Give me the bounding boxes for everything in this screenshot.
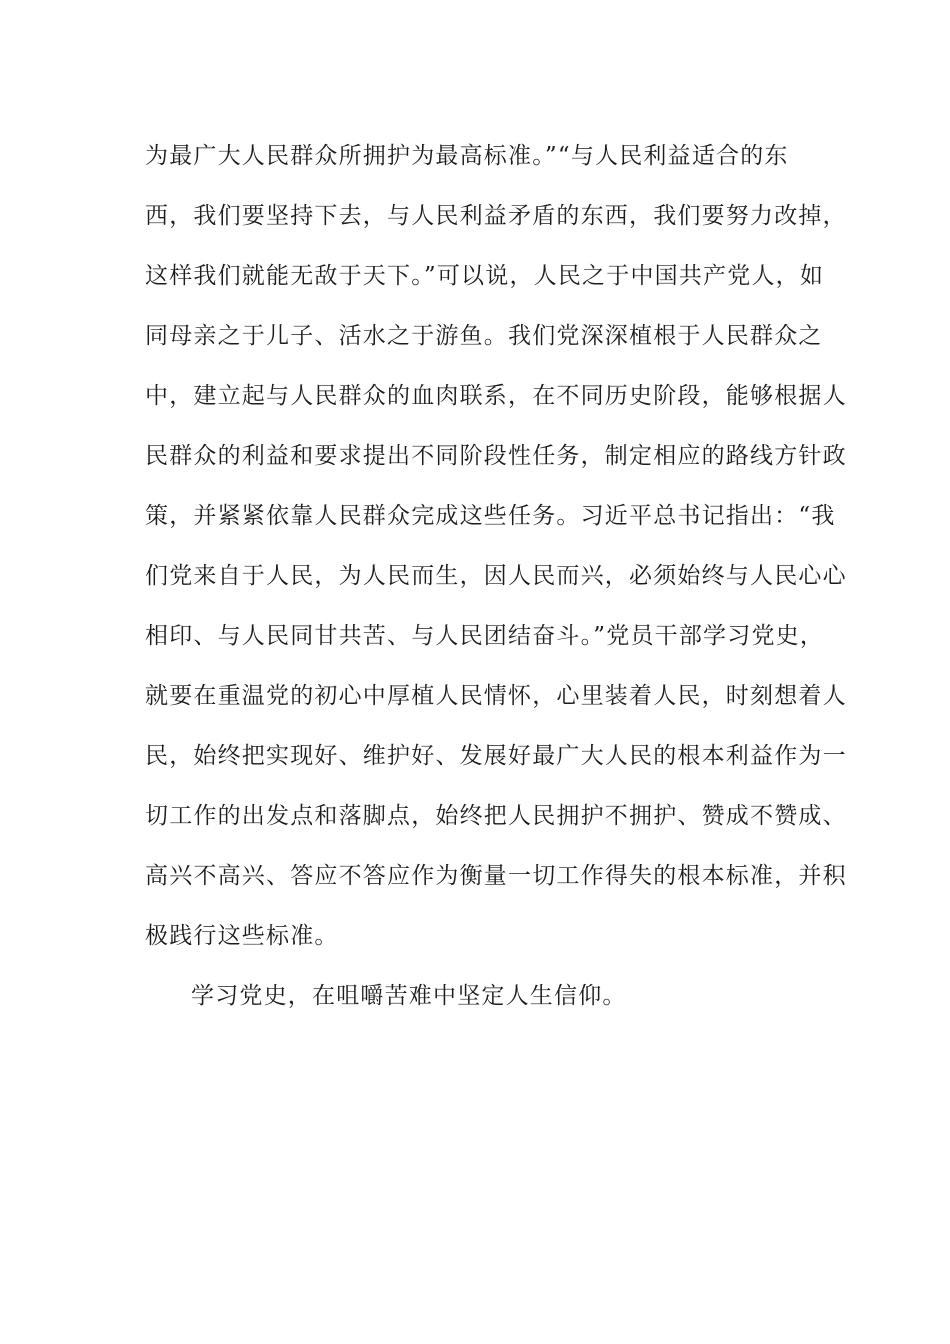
- text-line: 西，我们要坚持下去，与人民利益矛盾的东西，我们要努力改掉，: [145, 203, 847, 229]
- text-line: 为最广大人民群众所拥护为最高标准。”“与人民利益适合的东: [145, 143, 789, 169]
- text-line: 相印、与人民同甘共苦、与人民团结奋斗。”党员干部学习党史，: [145, 623, 825, 649]
- text-line: 极践行这些标准。: [145, 923, 339, 949]
- text-line: 就要在重温党的初心中厚植人民情怀，心里装着人民，时刻想着人: [145, 683, 847, 709]
- text-line: 同母亲之于儿子、活水之于游鱼。我们党深深植根于人民群众之: [145, 323, 823, 349]
- text-line: 这样我们就能无敌于天下。”可以说，人民之于中国共产党人，如: [145, 263, 825, 289]
- text-line: 切工作的出发点和落脚点，始终把人民拥护不拥护、赞成不赞成、: [145, 803, 847, 829]
- text-line: 民，始终把实现好、维护好、发展好最广大人民的根本利益作为一: [145, 743, 847, 769]
- text-line: 策，并紧紧依靠人民群众完成这些任务。习近平总书记指出：“我: [145, 503, 836, 529]
- text-line: 中，建立起与人民群众的血肉联系，在不同历史阶段，能够根据人: [145, 383, 847, 409]
- body-text: [145, 126, 847, 1026]
- text-line: 民群众的利益和要求提出不同阶段性任务，制定相应的路线方针政: [145, 443, 847, 469]
- text-line: 们党来自于人民，为人民而生，因人民而兴，必须始终与人民心心: [145, 563, 847, 589]
- text-line: 高兴不高兴、答应不答应作为衡量一切工作得失的根本标准，并积: [145, 863, 847, 889]
- section-heading-line: 学习党史，在咀嚼苦难中坚定人生信仰。: [191, 983, 627, 1009]
